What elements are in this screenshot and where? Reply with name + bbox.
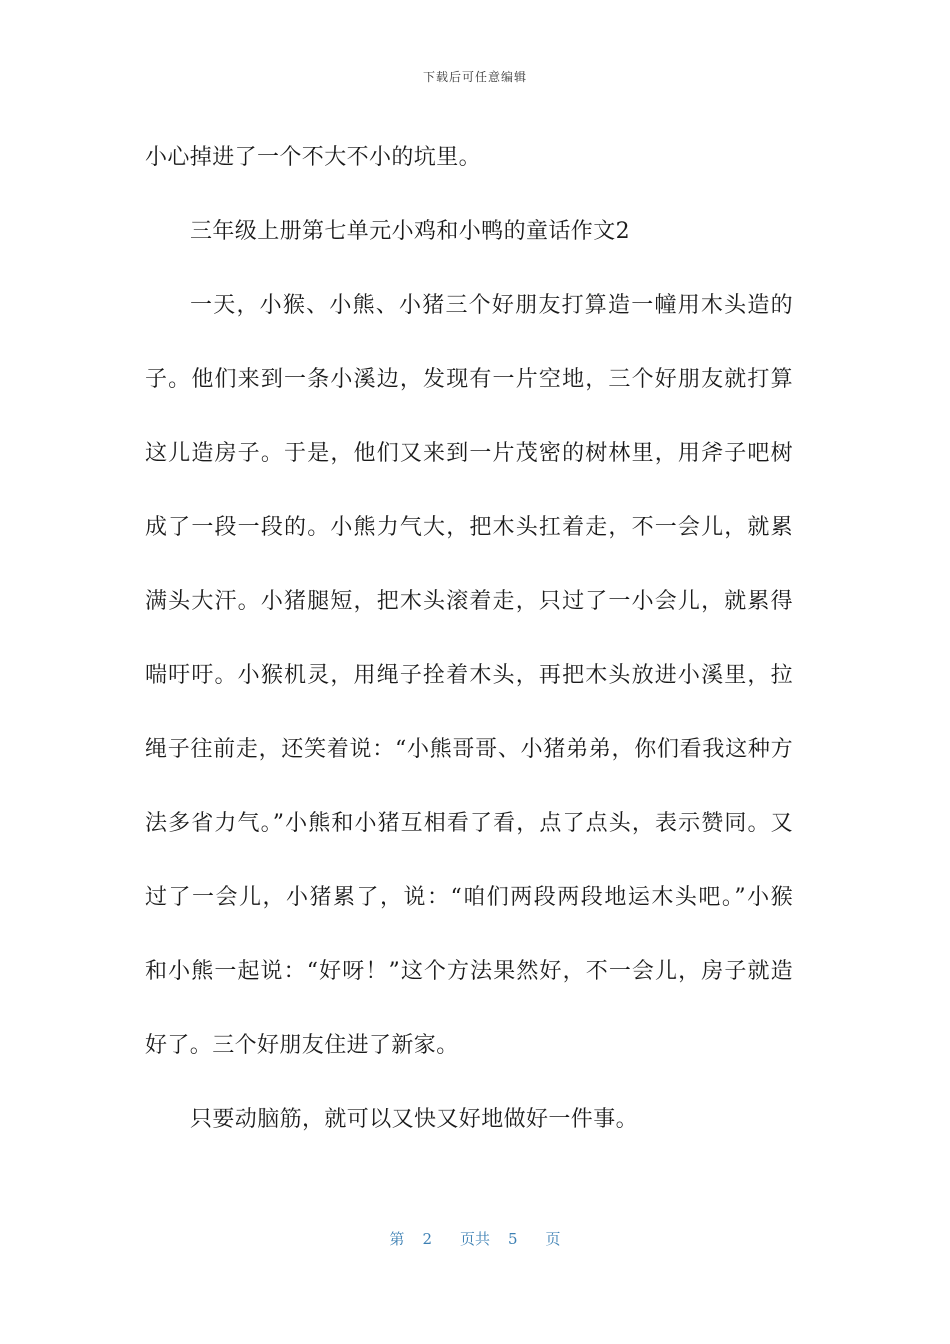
paragraph-line: 喘吁吁。小猴机灵，用绳子拴着木头，再把木头放进小溪里，拉 [145, 663, 793, 688]
total-pages-number: 5 [508, 1230, 518, 1248]
paragraph-line: 子。他们来到一条小溪边，发现有一片空地，三个好朋友就打算 [145, 367, 793, 392]
paragraph-line: 好了。三个好朋友住进了新家。 [145, 1033, 459, 1058]
paragraph-line: 这儿造房子。于是，他们又来到一片茂密的树林里，用斧子吧树 [145, 441, 793, 466]
conclusion-line: 只要动脑筋，就可以又快又好地做好一件事。 [190, 1107, 639, 1132]
paragraph-line: 满头大汗。小猪腿短，把木头滚着走，只过了一小会儿，就累得 [145, 589, 793, 614]
essay-subtitle: 三年级上册第七单元小鸡和小鸭的童话作文2 [190, 219, 630, 244]
document-body [145, 121, 793, 1157]
paragraph-line: 法多省力气。”小熊和小猪互相看了看，点了点头，表示赞同。又 [145, 811, 793, 836]
page-suffix: 页 [545, 1230, 561, 1248]
current-page-number: 2 [422, 1230, 432, 1248]
paragraph-line: 成了一段一段的。小熊力气大，把木头扛着走，不一会儿，就累 [145, 515, 793, 540]
paragraph-line: 过了一会儿，小猪累了，说：“咱们两段两段地运木头吧。”小猴 [145, 885, 793, 910]
header-note: 下载后可任意编辑 [422, 70, 527, 84]
page-mid-text: 页共 [459, 1230, 490, 1248]
story-paragraph [145, 269, 793, 1083]
paragraph-line: 一天，小猴、小熊、小猪三个好朋友打算造一幢用木头造的 [190, 293, 793, 318]
page-prefix: 第 [389, 1230, 405, 1248]
continuation-line: 小心掉进了一个不大不小的坑里。 [145, 145, 482, 170]
paragraph-line: 绳子往前走，还笑着说：“小熊哥哥、小猪弟弟，你们看我这种方 [145, 737, 793, 762]
paragraph-line: 和小熊一起说：“好呀！”这个方法果然好，不一会儿，房子就造 [145, 959, 793, 984]
page-number-footer [0, 1228, 950, 1249]
